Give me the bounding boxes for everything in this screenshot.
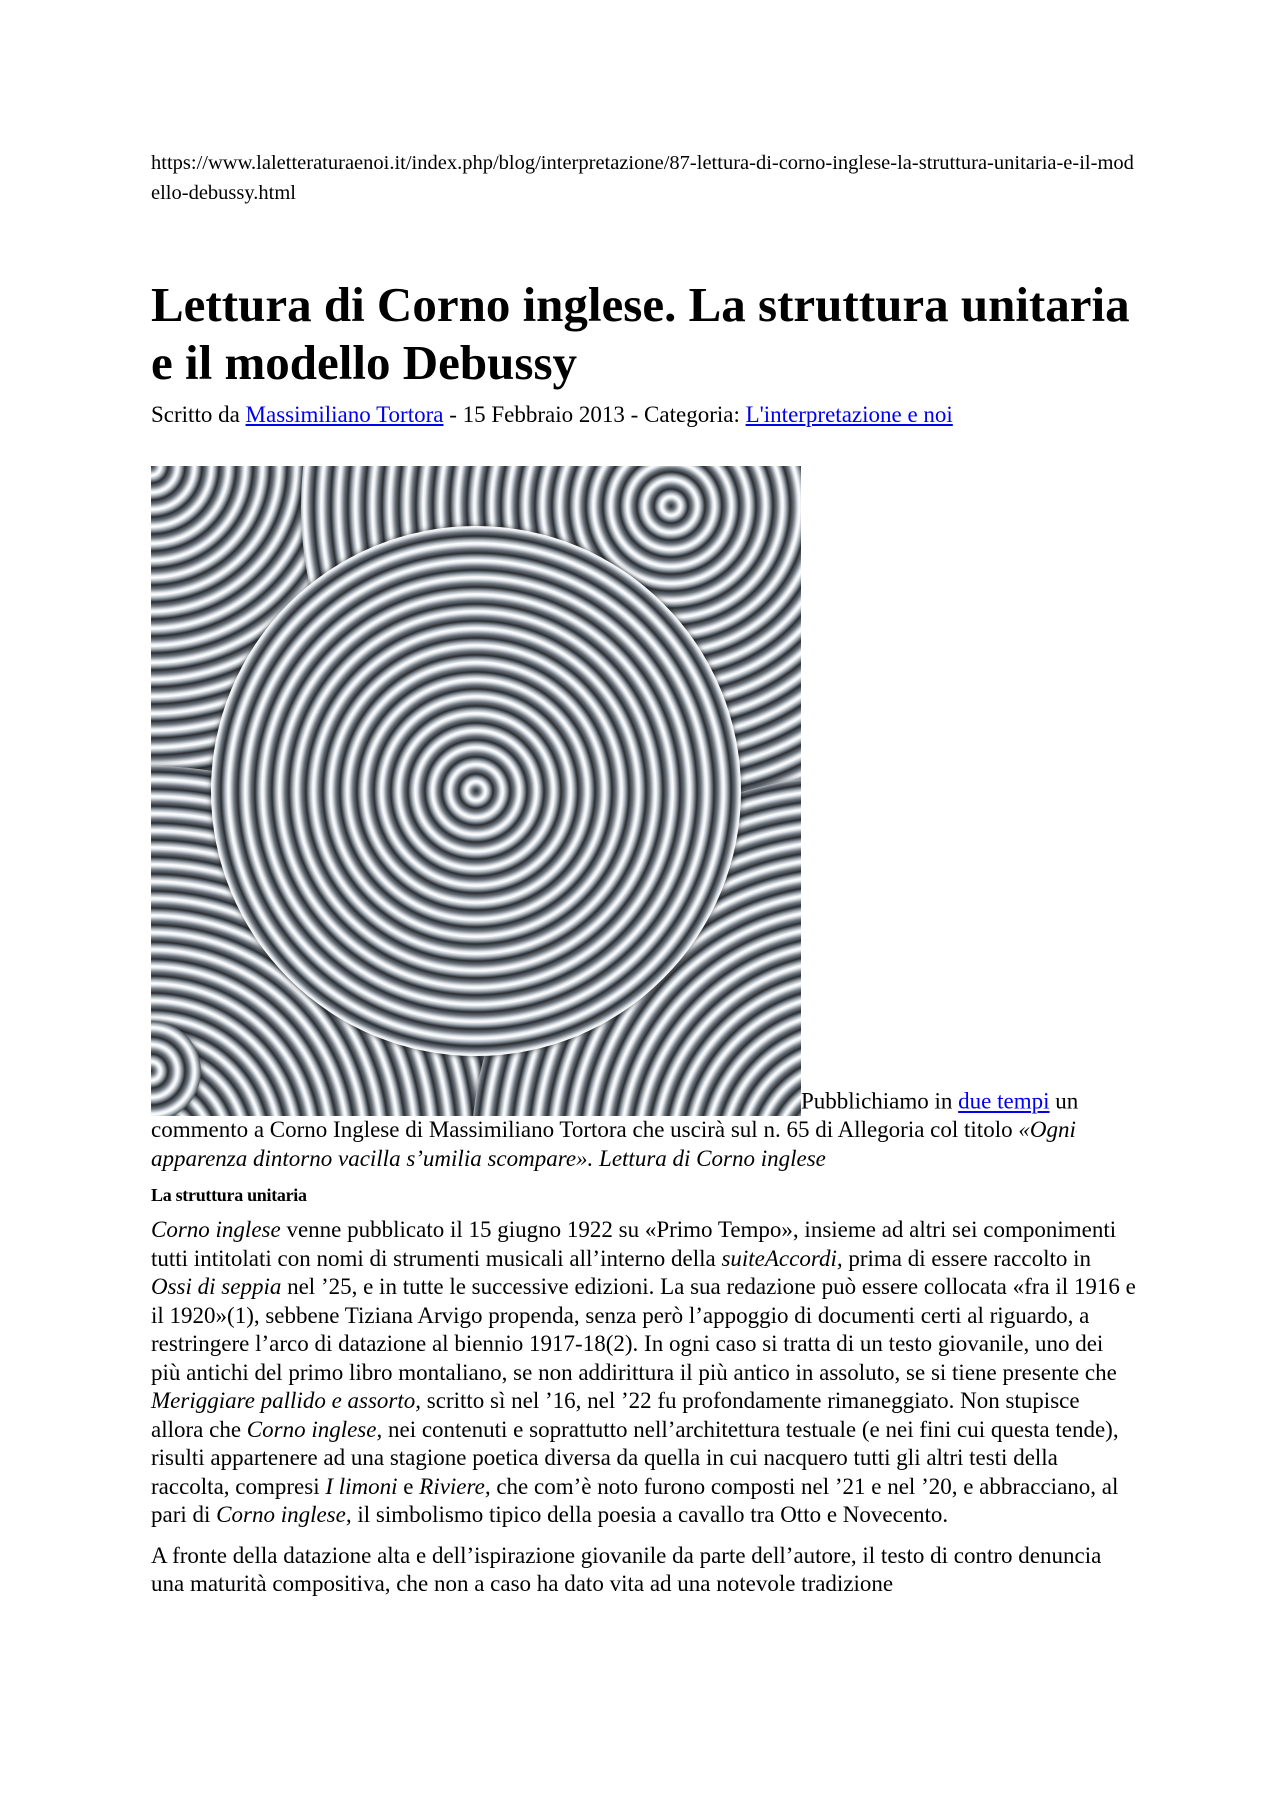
author-link[interactable]: Massimiliano Tortora: [245, 402, 444, 427]
paragraph-text: il simbolismo tipico della poesia a cavallo tra Otto e Novecento.: [351, 1502, 949, 1527]
paragraph-text: scritto sì nel ’16, nel ’22 fu profondamente rimaneggiato. Non stupisce allora che: [151, 1388, 1080, 1442]
page-url: https://www.laletteraturaenoi.it/index.php/blog/interpretazione/87-lettura-di-corno-inglese-la-struttura-unitaria-e-il-modello-debussy.html: [151, 152, 1134, 204]
paragraph-text: e: [397, 1473, 420, 1499]
italic-work-title: Ossi di seppia: [151, 1274, 282, 1299]
italic-work-title: I limoni: [325, 1473, 398, 1499]
due-tempi-link[interactable]: due tempi: [958, 1088, 1050, 1114]
category-link[interactable]: L'interpretazione e noi: [745, 402, 953, 427]
italic-work-title: Corno inglese,: [216, 1502, 352, 1527]
paragraph-text: che com’è noto furono composti nel ’21 e nel ’20, e abbracciano, al pari di: [151, 1473, 1119, 1527]
italic-work-title: suiteAccordi,: [721, 1245, 843, 1271]
byline-prefix: Scritto da: [151, 402, 246, 427]
article: [151, 148, 1136, 1611]
intro-text-1: Pubblichiamo in: [801, 1088, 959, 1114]
paragraph-text: prima di essere raccolto in: [842, 1245, 1092, 1271]
paragraph-2: A fronte della datazione alta e dell’ispirazione giovanile da parte dell’autore, il testo di contro denuncia una maturità compositiva, che non a caso ha dato vita ad una notevole tradizione: [151, 1542, 1102, 1596]
intro-text-2: un commento a Corno Inglese di Massimiliano Tortora che uscirà sul n. 65 di Allegoria col titolo: [151, 1088, 1079, 1142]
article-image-concentric-circles: [151, 466, 801, 1116]
italic-work-title: Corno inglese,: [246, 1416, 383, 1442]
paragraph-text: nei contenuti e soprattutto nell’architettura testuale (e nei fini cui questa tende), risulti appartenere ad una stagione poetica diversa da quella in cui nacquero tutti gli altri testi della raccolta, compresi: [151, 1416, 1119, 1499]
intro-paragraph: [151, 466, 1136, 1173]
italic-work-title: Corno inglese: [151, 1217, 281, 1242]
paragraph-text: venne pubblicato il 15 giugno 1922 su «Primo Tempo», insieme ad altri sei componimenti tutti intitolati con nomi di strumenti musicali all’interno della: [151, 1217, 1117, 1271]
paragraph-1: [151, 1216, 1136, 1530]
byline-date: - 15 Febbraio 2013 - Categoria:: [443, 402, 746, 427]
byline: [151, 400, 1136, 430]
italic-work-title: Meriggiare pallido e assorto,: [151, 1388, 422, 1413]
intro-italic-title: «Ogni apparenza dintorno vacilla s’umilia scompare». Lettura di Corno inglese: [151, 1117, 1076, 1171]
article-title: Lettura di Corno inglese. La struttura unitaria e il modello Debussy: [151, 277, 1130, 390]
italic-work-title: Riviere,: [419, 1473, 491, 1499]
paragraph-text: nel ’25, e in tutte le successive edizioni. La sua redazione può essere collocata «fra il 1916 e il 1920»(1), sebbene Tiziana Arvigo propenda, senza però l’appoggio di documenti certi al riguardo, a restringere l’arco di datazione al biennio 1917-18(2). In ogni caso si tratta di un testo giovanile, uno dei più antichi del primo libro montaliano, se non addirittura il più antico in assoluto, se si tiene presente che: [151, 1274, 1136, 1385]
section-heading: La struttura unitaria: [151, 1185, 307, 1205]
